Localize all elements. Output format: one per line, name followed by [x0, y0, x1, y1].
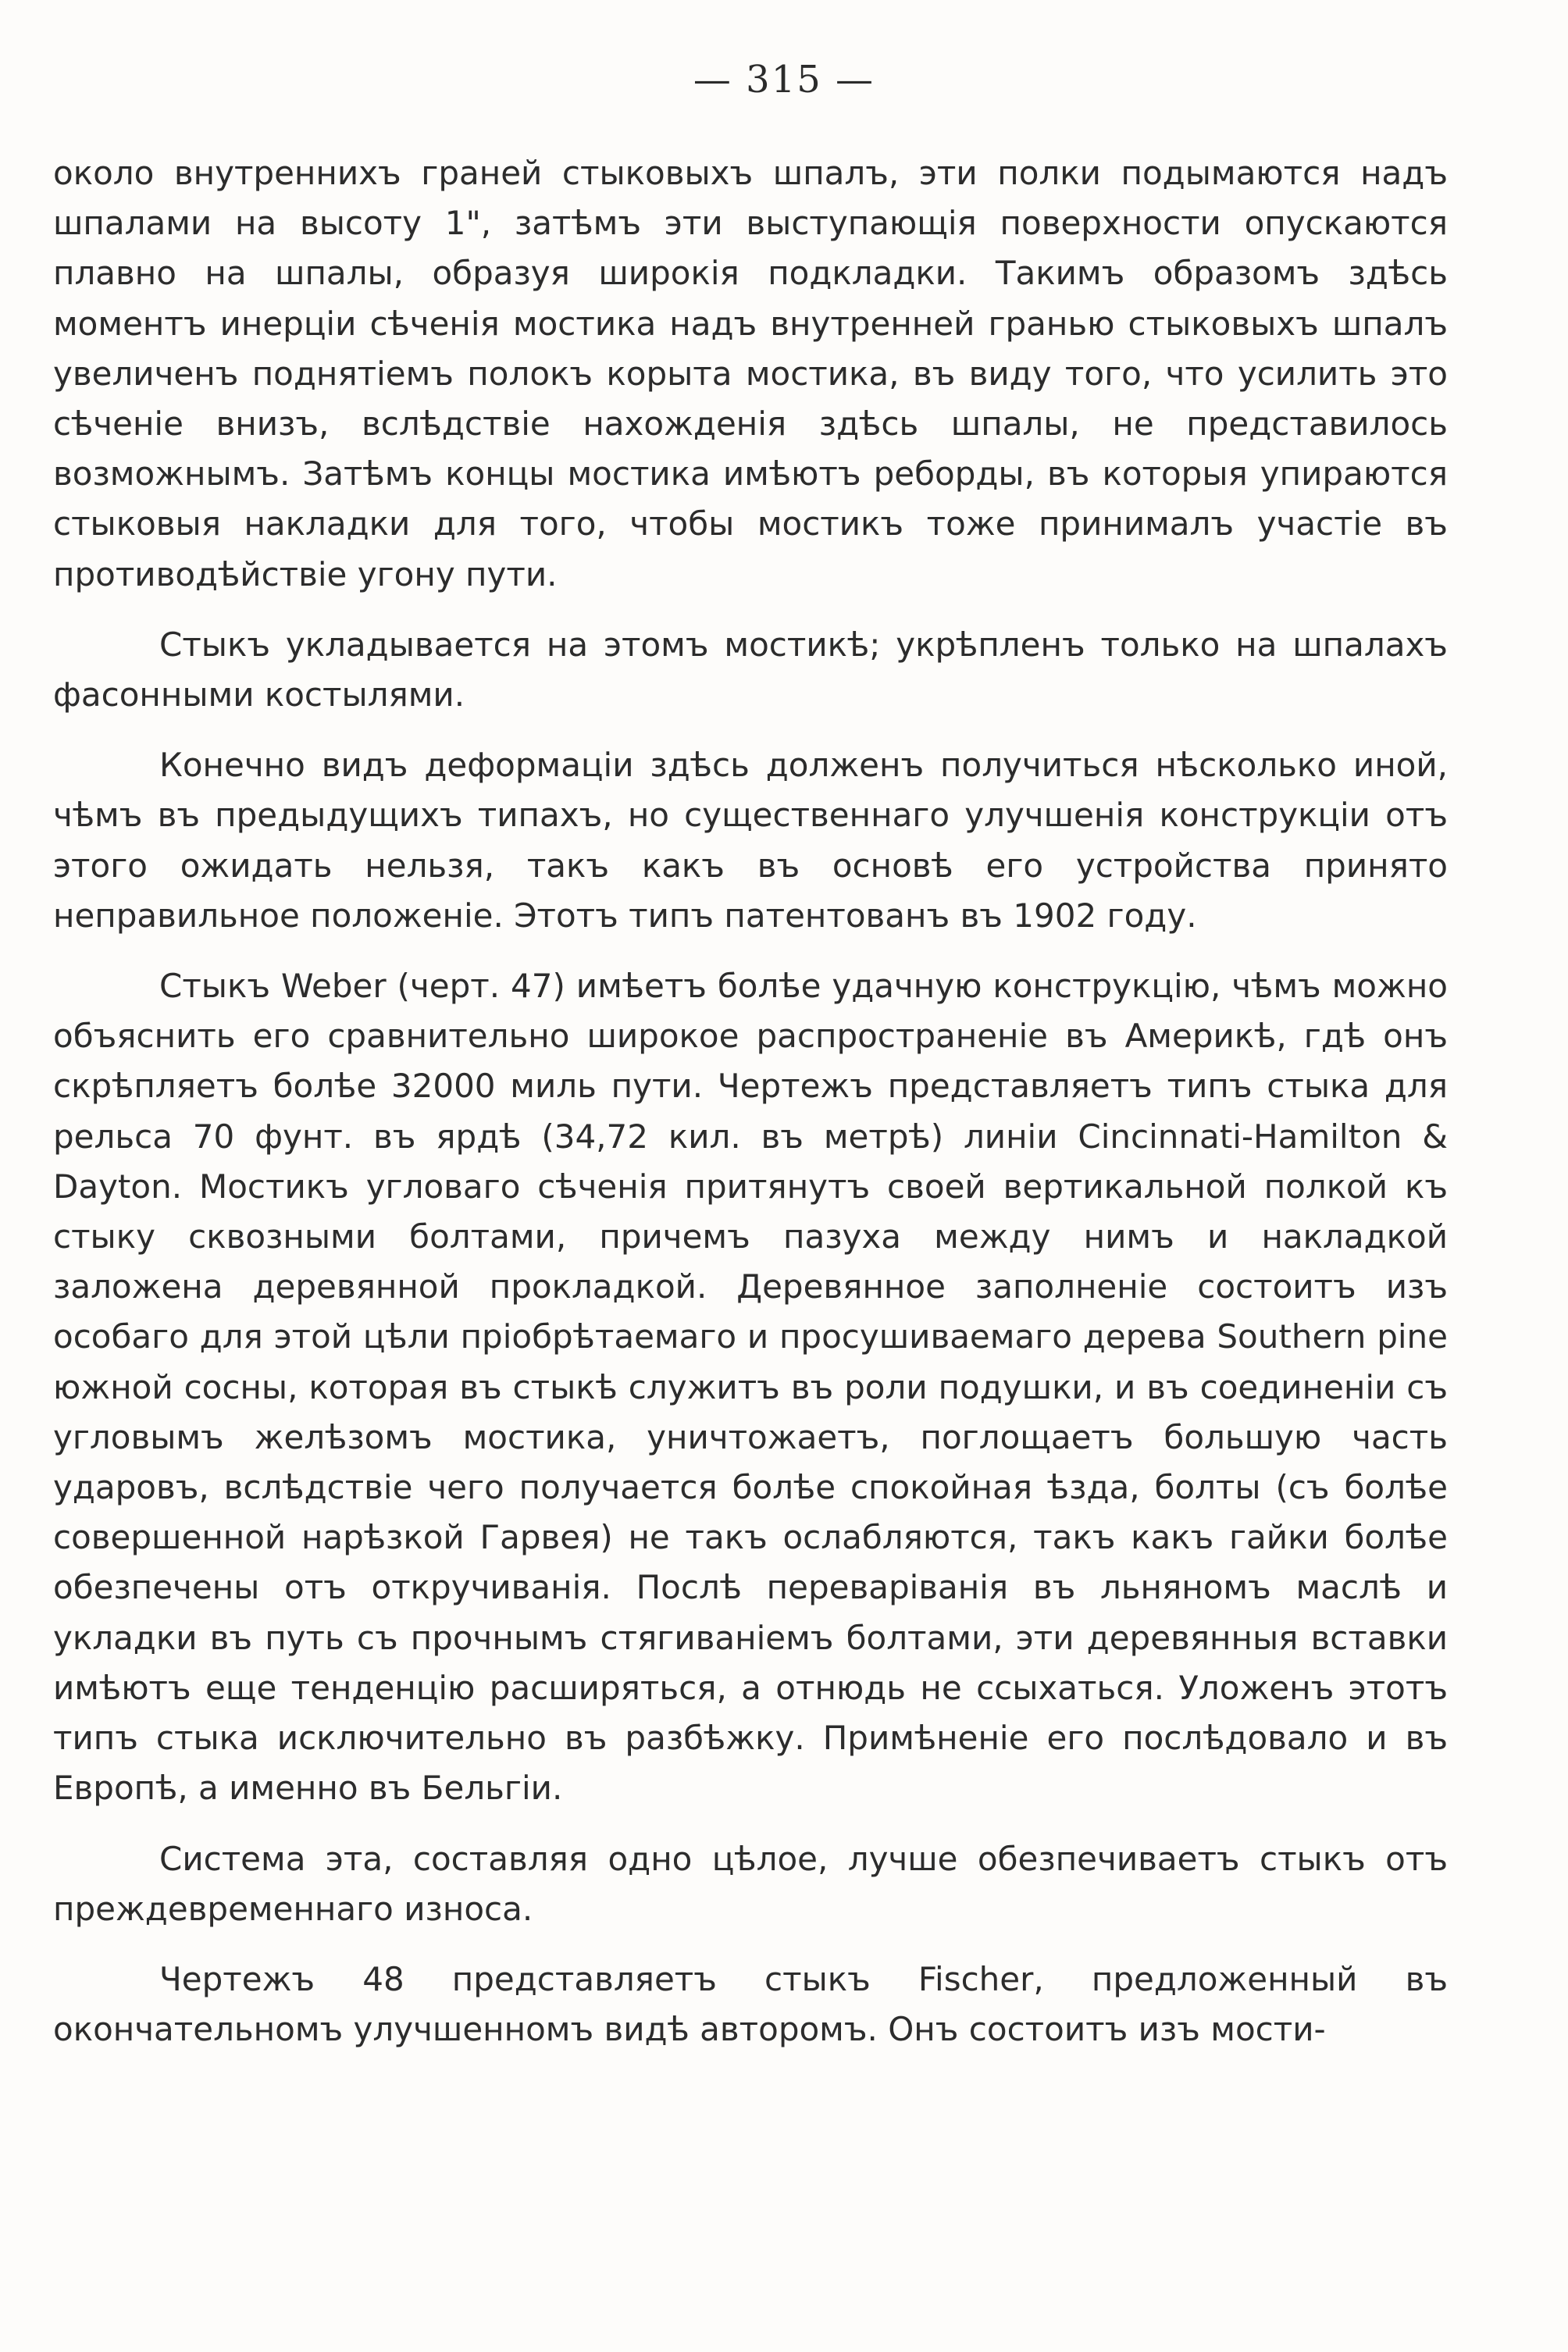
- paragraph-continued: около внутреннихъ граней стыковыхъ шпалъ, эти полки подымаются надъ шпалами на высоту 1", затѣмъ эти выступающія поверхности опускаются плавно на шпалы, образуя широкія подкладки. Такимъ образомъ здѣсь моментъ инерціи сѣченія мостика надъ внутренней гранью стыковыхъ шпалъ увеличенъ поднятіемъ полокъ корыта мостика, въ виду того, что усилить это сѣченіе внизъ, вслѣдствіе нахожденія здѣсь шпалы, не представилось возможнымъ. Затѣмъ концы мостика имѣютъ реборды, въ которыя упираются стыковыя накладки для того, чтобы мостикъ тоже принималъ участіе въ противодѣйствіе угону пути.: [53, 154, 1448, 593]
- page-body-text: [53, 148, 1448, 2075]
- page-number: — 315 —: [693, 58, 875, 102]
- paragraph-weber-joint: Стыкъ Weber (черт. 47) имѣетъ болѣе удачную конструкцію, чѣмъ можно объяснить его сравнительно широкое распространеніе въ Америкѣ, гдѣ онъ скрѣпляетъ болѣе 32000 миль пути. Чертежъ представляетъ типъ стыка для рельса 70 фунт. въ ярдѣ (34,72 кил. въ метрѣ) линіи Cincinnati-Hamilton & Dayton. Мостикъ угловаго сѣченія притянутъ своей вертикальной полкой къ стыку сквозными болтами, причемъ пазуха между нимъ и накладкой заложена деревянной прокладкой. Деревянное заполненіе состоитъ изъ особаго для этой цѣли пріобрѣтаемаго и просушиваемаго дерева Southern pine южной сосны, которая въ стыкѣ служитъ въ роли подушки, и въ соединеніи съ угловымъ желѣзомъ мостика, уничтожаетъ, поглощаетъ большую часть ударовъ, вслѣдствіе чего получается болѣе спокойная ѣзда, болты (съ болѣе совершенной нарѣзкой Гарвея) не такъ ослабляются, такъ какъ гайки болѣе обезпечены отъ откручиванія. Послѣ переваріванія въ льняномъ маслѣ и укладки въ путь съ прочнымъ стягиваніемъ болтами, эти деревянныя вставки имѣютъ еще тенденцію расширяться, а отнюдь не ссыхаться. Уложенъ этотъ типъ стыка исключительно въ разбѣжку. Примѣненіе его послѣдовало и въ Европѣ, а именно въ Бельгіи.: [53, 967, 1448, 1808]
- paragraph-system-summary: Система эта, составляя одно цѣлое, лучше обезпечиваетъ стыкъ отъ преждевременнаго износа.: [53, 1839, 1448, 1928]
- paragraph-fischer-joint: Чертежъ 48 представляетъ стыкъ Fischer, предложенный въ окончательномъ улучшенномъ видѣ авторомъ. Онъ состоитъ изъ мости-: [53, 1959, 1448, 2049]
- paragraph-deformation: Конечно видъ деформаціи здѣсь долженъ получиться нѣсколько иной, чѣмъ въ предыдущихъ типахъ, но существеннаго улучшенія конструкціи отъ этого ожидать нельзя, такъ какъ въ основѣ его устройства принято неправильное положеніе. Этотъ типъ патентованъ въ 1902 году.: [53, 746, 1448, 935]
- paragraph-joint-placement: Стыкъ укладывается на этомъ мостикѣ; укрѣпленъ только на шпалахъ фасонными костылями.: [53, 625, 1448, 715]
